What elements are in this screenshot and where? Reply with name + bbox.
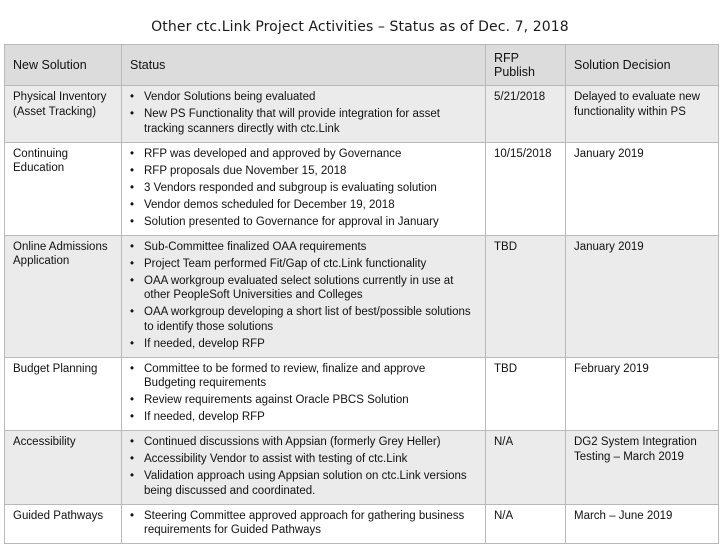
status-list bbox=[128, 90, 479, 136]
cell-solution-decision: DG2 System Integration Testing – March 2019 bbox=[566, 431, 719, 505]
status-item: • Continued discussions with Appsian (formerly Grey Heller) bbox=[144, 435, 479, 450]
cell-status bbox=[122, 235, 486, 357]
cell-status bbox=[122, 86, 486, 143]
header-rfp-publish: RFP Publish bbox=[486, 45, 566, 86]
status-list bbox=[128, 435, 479, 498]
cell-solution: Physical Inventory (Asset Tracking) bbox=[5, 86, 122, 143]
status-item: • OAA workgroup developing a short list of best/possible solutions to identify those solutions bbox=[144, 305, 479, 334]
status-list bbox=[128, 362, 479, 425]
cell-status bbox=[122, 504, 486, 544]
status-item: • If needed, develop RFP bbox=[144, 410, 479, 425]
cell-status bbox=[122, 142, 486, 235]
status-item: • RFP proposals due November 15, 2018 bbox=[144, 164, 479, 179]
cell-solution-decision: January 2019 bbox=[566, 142, 719, 235]
status-item: • Review requirements against Oracle PBCS Solution bbox=[144, 393, 479, 408]
status-list bbox=[128, 147, 479, 230]
status-list bbox=[128, 509, 479, 538]
cell-rfp-publish: 10/15/2018 bbox=[486, 142, 566, 235]
header-new-solution: New Solution bbox=[5, 45, 122, 86]
status-item: • RFP was developed and approved by Governance bbox=[144, 147, 479, 162]
cell-status bbox=[122, 357, 486, 431]
cell-solution: Guided Pathways bbox=[5, 504, 122, 544]
status-item: • Sub-Committee finalized OAA requirements bbox=[144, 240, 479, 255]
cell-solution: Budget Planning bbox=[5, 357, 122, 431]
status-item: • Accessibility Vendor to assist with testing of ctc.Link bbox=[144, 452, 479, 467]
table-row bbox=[5, 86, 719, 143]
cell-solution: Online Admissions Application bbox=[5, 235, 122, 357]
table-row bbox=[5, 142, 719, 235]
cell-solution-decision: February 2019 bbox=[566, 357, 719, 431]
status-item: • If needed, develop RFP bbox=[144, 337, 479, 352]
status-item: • OAA workgroup evaluated select solutions currently in use at other PeopleSoft Universities and Colleges bbox=[144, 274, 479, 303]
table-row bbox=[5, 504, 719, 544]
table-row bbox=[5, 357, 719, 431]
cell-solution-decision: March – June 2019 bbox=[566, 504, 719, 544]
cell-rfp-publish: N/A bbox=[486, 431, 566, 505]
status-item: • Vendor demos scheduled for December 19, 2018 bbox=[144, 198, 479, 213]
status-item: • Steering Committee approved approach for gathering business requirements for Guided Pathways bbox=[144, 509, 479, 538]
status-item: • 3 Vendors responded and subgroup is evaluating solution bbox=[144, 181, 479, 196]
cell-rfp-publish: N/A bbox=[486, 504, 566, 544]
status-item: • Vendor Solutions being evaluated bbox=[144, 90, 479, 105]
cell-status bbox=[122, 431, 486, 505]
cell-solution: Accessibility bbox=[5, 431, 122, 505]
header-solution-decision: Solution Decision bbox=[566, 45, 719, 86]
status-item: • Validation approach using Appsian solution on ctc.Link versions being discussed and coordinated. bbox=[144, 469, 479, 498]
table-header-row bbox=[5, 45, 719, 86]
status-table bbox=[4, 44, 719, 544]
table-row bbox=[5, 431, 719, 505]
status-list bbox=[128, 240, 479, 352]
status-item: • Committee to be formed to review, finalize and approve Budgeting requirements bbox=[144, 362, 479, 391]
table-row bbox=[5, 235, 719, 357]
cell-solution-decision: January 2019 bbox=[566, 235, 719, 357]
status-item: • Project Team performed Fit/Gap of ctc.Link functionality bbox=[144, 257, 479, 272]
cell-rfp-publish: TBD bbox=[486, 235, 566, 357]
status-item: • Solution presented to Governance for approval in January bbox=[144, 215, 479, 230]
status-item: • New PS Functionality that will provide integration for asset tracking scanners directly with ctc.Link bbox=[144, 107, 479, 136]
cell-rfp-publish: 5/21/2018 bbox=[486, 86, 566, 143]
cell-rfp-publish: TBD bbox=[486, 357, 566, 431]
cell-solution-decision: Delayed to evaluate new functionality within PS bbox=[566, 86, 719, 143]
slide-title: Other ctc.Link Project Activities – Status as of Dec. 7, 2018 bbox=[151, 19, 569, 35]
cell-solution: Continuing Education bbox=[5, 142, 122, 235]
header-status: Status bbox=[122, 45, 486, 86]
